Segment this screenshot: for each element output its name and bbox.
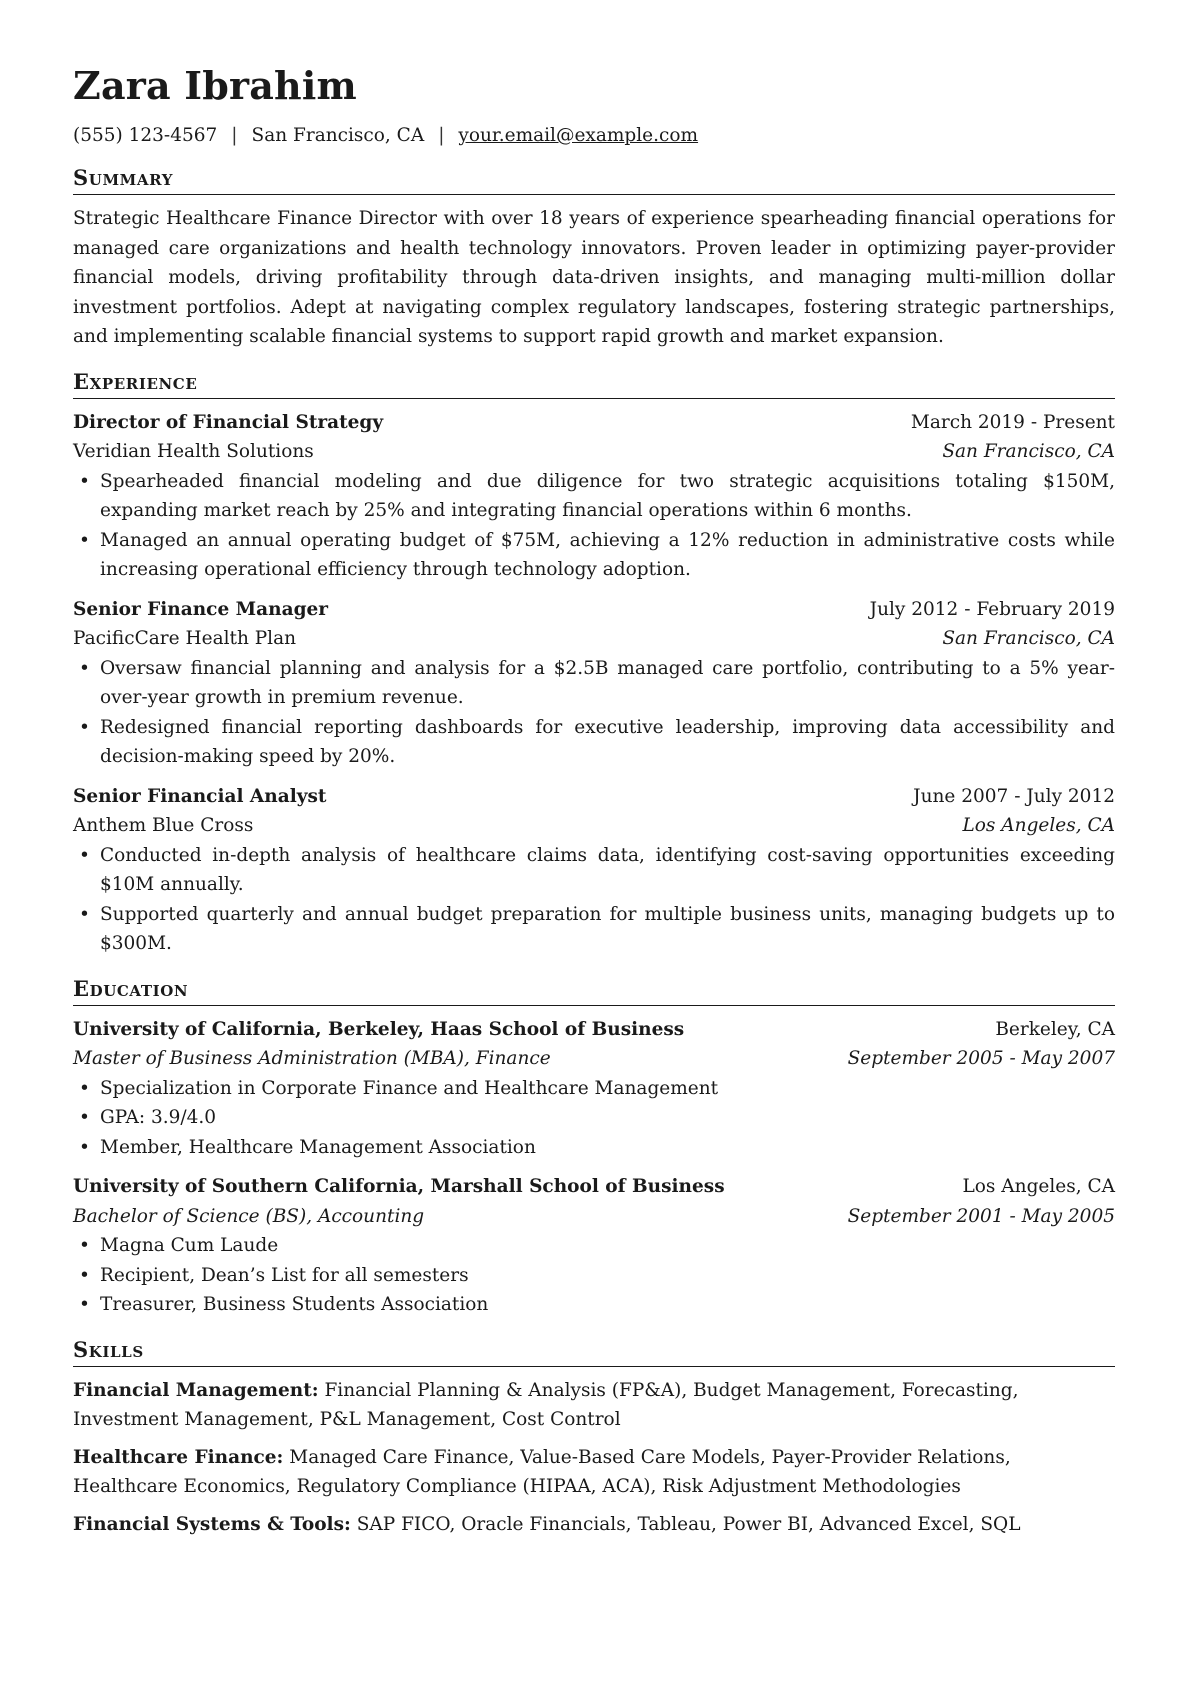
summary-section bbox=[73, 164, 1115, 352]
job-title: Senior Financial Analyst bbox=[73, 785, 327, 807]
skill-group-label: Financial Management: bbox=[73, 1379, 319, 1401]
job-entry bbox=[73, 782, 1115, 959]
job-dates: July 2012 - February 2019 bbox=[869, 598, 1115, 620]
candidate-name: Zara Ibrahim bbox=[73, 63, 357, 108]
job-bullets bbox=[73, 654, 1115, 772]
school-location: Berkeley, CA bbox=[995, 1018, 1115, 1040]
separator: | bbox=[438, 125, 445, 146]
company-name: PacificCare Health Plan bbox=[73, 628, 297, 649]
bullet-item: • GPA: 3.9/4.0 bbox=[73, 1103, 1115, 1133]
job-bullets bbox=[73, 467, 1115, 585]
phone-number: (555) 123-4567 bbox=[73, 125, 218, 146]
summary-text: Strategic Healthcare Finance Director with over 18 years of experience spearheading financial operations for managed care organizations and health technology innovators. Proven leader in optimizing payer-provider financial models, driving profitability through data-driven insights, and managing multi-million dollar investment portfolios. Adept at navigating complex regulatory landscapes, fostering strategic partnerships, and implementing scalable financial systems to support rapid growth and market expansion. bbox=[73, 208, 1115, 347]
job-entry bbox=[73, 408, 1115, 585]
contact-line bbox=[73, 122, 1115, 150]
school-name: University of Southern California, Marshall School of Business bbox=[73, 1176, 725, 1197]
job-title: Director of Financial Strategy bbox=[73, 411, 384, 433]
job-title: Senior Finance Manager bbox=[73, 598, 329, 620]
bullet-item: • Treasurer, Business Students Association bbox=[73, 1290, 1115, 1320]
skills-section bbox=[73, 1336, 1115, 1540]
education-entry bbox=[73, 1015, 1115, 1163]
experience-section bbox=[73, 368, 1115, 959]
section-title-summary: Summary bbox=[73, 164, 1115, 195]
bullet-item: • Oversaw financial planning and analysis for a $2.5B managed care portfolio, contributing to a 5% year-over-year growth in premium revenue. bbox=[73, 654, 1115, 713]
skill-group-label: Financial Systems & Tools: bbox=[73, 1513, 351, 1535]
job-bullets bbox=[73, 841, 1115, 959]
bullet-item: • Recipient, Dean’s List for all semesters bbox=[73, 1261, 1115, 1291]
bullet-item: • Managed an annual operating budget of $75M, achieving a 12% reduction in administrative costs while increasing operational efficiency through technology adoption. bbox=[73, 526, 1115, 585]
skill-group-items: SAP FICO, Oracle Financials, Tableau, Power BI, Advanced Excel, SQL bbox=[356, 1513, 1021, 1535]
education-entry bbox=[73, 1172, 1115, 1320]
job-dates: March 2019 - Present bbox=[910, 411, 1115, 433]
bullet-item: • Specialization in Corporate Finance and Healthcare Management bbox=[73, 1074, 1115, 1104]
separator: | bbox=[231, 125, 238, 146]
school-name: University of California, Berkeley, Haas School of Business bbox=[73, 1018, 685, 1040]
education-dates: September 2005 - May 2007 bbox=[847, 1048, 1115, 1069]
bullet-item: • Redesigned financial reporting dashboards for executive leadership, improving data accessibility and decision-making speed by 20%. bbox=[73, 713, 1115, 772]
degree-name: Master of Business Administration (MBA), Finance bbox=[73, 1048, 551, 1069]
education-section bbox=[73, 975, 1115, 1320]
bullet-item: • Supported quarterly and annual budget preparation for multiple business units, managing budgets up to $300M. bbox=[73, 900, 1115, 959]
education-bullets bbox=[73, 1231, 1115, 1320]
job-location: San Francisco, CA bbox=[942, 628, 1115, 649]
skill-group bbox=[73, 1510, 1115, 1540]
skill-group bbox=[73, 1443, 1115, 1502]
job-location: San Francisco, CA bbox=[942, 441, 1115, 462]
company-name: Veridian Health Solutions bbox=[73, 441, 314, 462]
company-name: Anthem Blue Cross bbox=[73, 815, 254, 836]
section-title-experience: Experience bbox=[73, 368, 1115, 399]
school-location: Los Angeles, CA bbox=[962, 1176, 1115, 1197]
section-title-skills: Skills bbox=[73, 1336, 1115, 1367]
skill-group-label: Healthcare Finance: bbox=[73, 1446, 284, 1468]
bullet-item: • Spearheaded financial modeling and due diligence for two strategic acquisitions totaling $150M, expanding market reach by 25% and integrating financial operations within 6 months. bbox=[73, 467, 1115, 526]
skill-group bbox=[73, 1376, 1115, 1435]
skill-group-items: Financial Planning & Analysis (FP&A), Budget Management, Forecasting, Investment Management, P&L Management, Cost Control bbox=[73, 1379, 1019, 1430]
job-dates: June 2007 - July 2012 bbox=[913, 785, 1115, 807]
education-bullets bbox=[73, 1074, 1115, 1163]
skill-group-items: Managed Care Finance, Value-Based Care Models, Payer-Provider Relations, Healthcare Economics, Regulatory Compliance (HIPAA, ACA), Risk Adjustment Methodologies bbox=[73, 1446, 1011, 1497]
bullet-item: • Conducted in-depth analysis of healthcare claims data, identifying cost-saving opportunities exceeding $10M annually. bbox=[73, 841, 1115, 900]
job-entry bbox=[73, 595, 1115, 772]
section-title-education: Education bbox=[73, 975, 1115, 1006]
contact-location: San Francisco, CA bbox=[251, 125, 425, 146]
job-location: Los Angeles, CA bbox=[962, 815, 1115, 836]
education-dates: September 2001 - May 2005 bbox=[847, 1205, 1115, 1227]
bullet-item: • Member, Healthcare Management Association bbox=[73, 1133, 1115, 1163]
degree-name: Bachelor of Science (BS), Accounting bbox=[73, 1205, 425, 1227]
bullet-item: • Magna Cum Laude bbox=[73, 1231, 1115, 1261]
email-link[interactable]: your.email@example.com bbox=[458, 125, 699, 146]
